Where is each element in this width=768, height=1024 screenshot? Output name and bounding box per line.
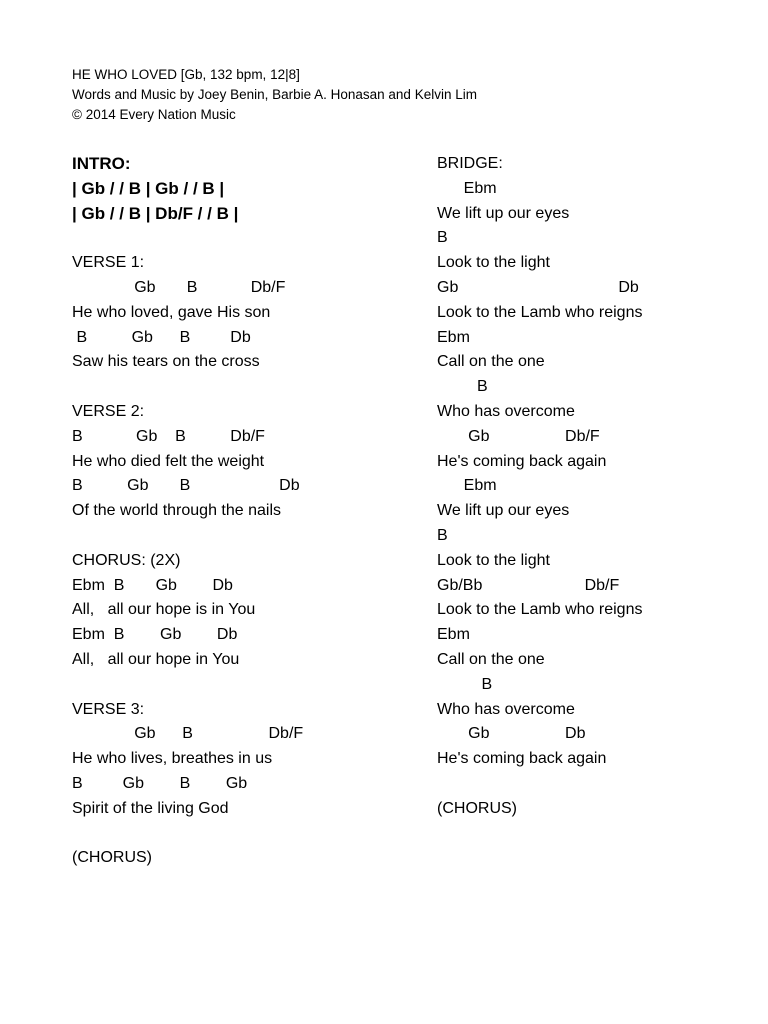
verse2-label: VERSE 2: <box>72 402 145 420</box>
chord-line: Ebm B Gb Db <box>72 576 233 594</box>
lyric-line: Saw his tears on the cross <box>72 353 260 371</box>
chorus-section <box>72 549 402 673</box>
bridge-line: Gb Db/F <box>437 427 600 445</box>
verse1-section <box>72 251 402 375</box>
lyric-line: All, all our hope is in You <box>72 601 256 619</box>
verse2-section <box>72 400 402 524</box>
chord-line: Ebm B Gb Db <box>72 626 238 644</box>
bridge-line: He's coming back again <box>437 452 607 470</box>
left-column <box>72 152 402 871</box>
bridge-line: Gb Db <box>437 725 586 743</box>
bridge-line: Gb Db <box>437 278 639 296</box>
song-header <box>72 65 477 125</box>
lyric-line: He who died felt the weight <box>72 452 265 470</box>
chord-line: Gb B Db/F <box>72 278 286 296</box>
verse3-section <box>72 698 402 822</box>
intro-bar-line: | Gb / / B | Db/F / / B | <box>72 203 239 223</box>
intro-bar-line: | Gb / / B | Gb / / B | <box>72 178 225 198</box>
bridge-line: Gb/Bb Db/F <box>437 576 620 594</box>
chord-line: B Gb B Gb <box>72 774 248 792</box>
verse3-label: VERSE 3: <box>72 700 145 718</box>
bridge-line: We lift up our eyes <box>437 204 570 222</box>
song-title: HE WHO LOVED [Gb, 132 bpm, 12|8] <box>72 67 300 82</box>
chorus-label: CHORUS: (2X) <box>72 551 181 569</box>
bridge-line: B <box>437 229 448 247</box>
bridge-line: Look to the light <box>437 254 550 272</box>
right-column <box>437 152 737 822</box>
bridge-line: Ebm <box>437 179 497 197</box>
bridge-line: B <box>437 675 493 693</box>
bridge-line: B <box>437 526 448 544</box>
bridge-line: B <box>437 378 488 396</box>
bridge-line: Look to the Lamb who reigns <box>437 303 643 321</box>
bridge-line: Who has overcome <box>437 700 575 718</box>
bridge-line: We lift up our eyes <box>437 502 570 520</box>
bridge-line: He's coming back again <box>437 750 607 768</box>
song-credits: Words and Music by Joey Benin, Barbie A. Honasan and Kelvin Lim <box>72 87 477 102</box>
bridge-line: Call on the one <box>437 650 545 668</box>
bridge-line: Look to the Lamb who reigns <box>437 601 643 619</box>
verse1-label: VERSE 1: <box>72 254 145 272</box>
chorus-reference: (CHORUS) <box>437 799 517 817</box>
bridge-label: BRIDGE: <box>437 155 503 172</box>
intro-section <box>72 152 402 226</box>
chord-line: B Gb B Db/F <box>72 427 265 445</box>
bridge-line: Ebm <box>437 626 470 644</box>
bridge-line: Ebm <box>437 328 470 346</box>
lyric-line: All, all our hope in You <box>72 650 240 668</box>
bridge-line: Look to the light <box>437 551 550 569</box>
chord-line: Gb B Db/F <box>72 725 304 743</box>
bridge-line: Call on the one <box>437 353 545 371</box>
chorus-reference: (CHORUS) <box>72 849 152 867</box>
lyric-line: Of the world through the nails <box>72 502 282 520</box>
chord-line: B Gb B Db <box>72 328 251 346</box>
lyric-line: Spirit of the living God <box>72 799 229 817</box>
bridge-line: Ebm <box>437 477 497 495</box>
chord-line: B Gb B Db <box>72 477 300 495</box>
song-copyright: © 2014 Every Nation Music <box>72 107 236 122</box>
intro-label: INTRO: <box>72 154 131 173</box>
bridge-line: Who has overcome <box>437 402 575 420</box>
lyric-line: He who lives, breathes in us <box>72 750 273 768</box>
lyric-line: He who loved, gave His son <box>72 303 271 321</box>
